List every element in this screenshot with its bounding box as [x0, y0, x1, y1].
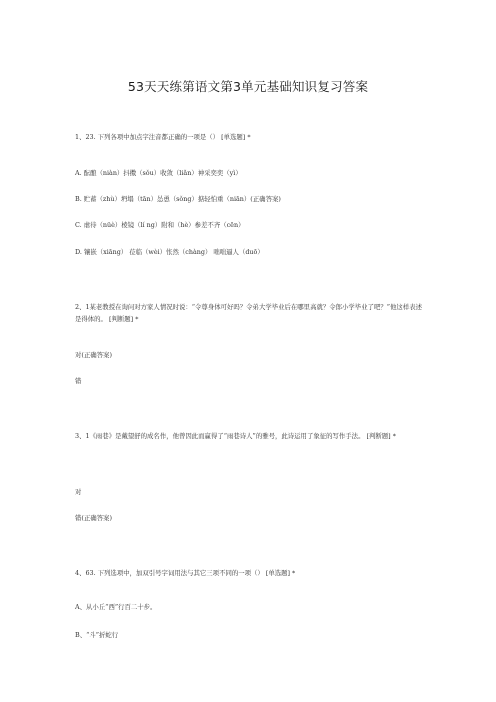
- question-3-stem: [75, 430, 425, 442]
- question-3-type-tag: [判断题] *: [366, 432, 396, 440]
- question-1-type-tag: [单选题] *: [221, 133, 251, 141]
- question-1-option-b[interactable]: B. 贮蓄（zhù）坍塌（tān）怂恿（sǒng）掂轻怕重（niān）(正确答案): [75, 195, 281, 203]
- question-4-option-b[interactable]: B、“斗”折蛇行: [75, 631, 119, 639]
- question-1-option-d[interactable]: D. 镶嵌（xiāng） 莅临（wèi）怅然（chàng） 咄咄逼人（duō）: [75, 248, 264, 256]
- question-3-text: 3、1《雨巷》是戴望舒的成名作，他曾因此而赢得了“雨巷诗人”的雅号，此诗运用了象征的写作手法。: [75, 432, 365, 440]
- question-3-option-false[interactable]: 错(正确答案): [75, 514, 112, 522]
- question-4-option-a[interactable]: A、从小丘“西”行百二十步。: [75, 603, 157, 611]
- question-2-option-true[interactable]: 对(正确答案): [75, 351, 112, 359]
- question-2-text: 2、1某老教授在询问对方家人情况时说：“令尊身体可好吗？令弟大学毕业后在哪里高就？令郎小学毕业了吧？”他这样表述是得体的。: [75, 303, 422, 323]
- question-1-option-c[interactable]: C. 虐待（nüè）棱镜（lí ng）附和（hè）参差不齐（cēn）: [75, 221, 245, 229]
- question-3-option-true[interactable]: 对: [75, 488, 82, 496]
- question-1-text: 1、23. 下列各项中加点字注音都正确的一项是（）: [75, 133, 220, 141]
- question-4-type-tag: [单选题] *: [265, 569, 296, 577]
- question-2-type-tag: [判断题] *: [109, 315, 139, 323]
- question-2-stem: [75, 301, 425, 325]
- question-1-stem: [75, 131, 425, 143]
- question-4-stem: [75, 567, 425, 579]
- question-2-option-false[interactable]: 错: [75, 377, 82, 385]
- question-1-option-a[interactable]: A. 酝酿（niàn）抖擞（sǒu）收敛（liǎn）神采奕奕（yì）: [75, 169, 242, 177]
- question-4-text: 4、63. 下列选项中，加双引号字词用法与其它三项不同的一项（）: [75, 569, 264, 577]
- document-title: 53天天练第语文第3单元基础知识复习答案: [127, 79, 369, 94]
